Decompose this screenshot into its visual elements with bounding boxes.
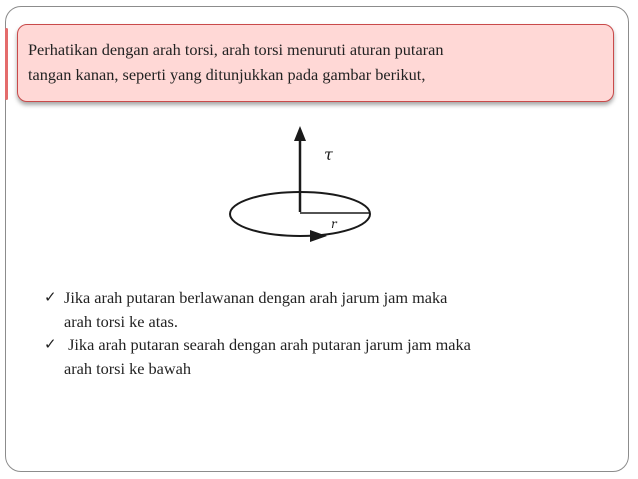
bullet-1-line-1: Jika arah putaran berlawanan dengan arah jarum jam maka <box>64 288 448 307</box>
checkmark-icon: ✓ <box>44 288 57 306</box>
rotation-direction-arrow <box>310 230 327 242</box>
instruction-callout <box>17 24 614 102</box>
bullet-2-line-2: arah torsi ke bawah <box>64 358 192 378</box>
bullet-item-1 <box>44 286 624 333</box>
bullet-list <box>44 286 624 380</box>
callout-line-1: Perhatikan dengan arah torsi, arah torsi menuruti aturan putaran <box>28 40 444 59</box>
bullet-1-line-2: arah torsi ke atas. <box>64 311 178 331</box>
bullet-2-line-1: Jika arah putaran searah dengan arah putaran jarum jam maka <box>64 335 471 354</box>
torque-label: τ <box>324 145 333 164</box>
accent-strip <box>5 28 8 100</box>
torque-diagram <box>228 120 388 260</box>
bullet-item-2 <box>44 333 624 380</box>
callout-line-2: tangan kanan, seperti yang ditunjukkan pada gambar berikut, <box>28 65 426 84</box>
checkmark-icon: ✓ <box>44 335 57 353</box>
torque-arrow-head <box>294 126 306 141</box>
radius-label: r <box>331 217 337 231</box>
